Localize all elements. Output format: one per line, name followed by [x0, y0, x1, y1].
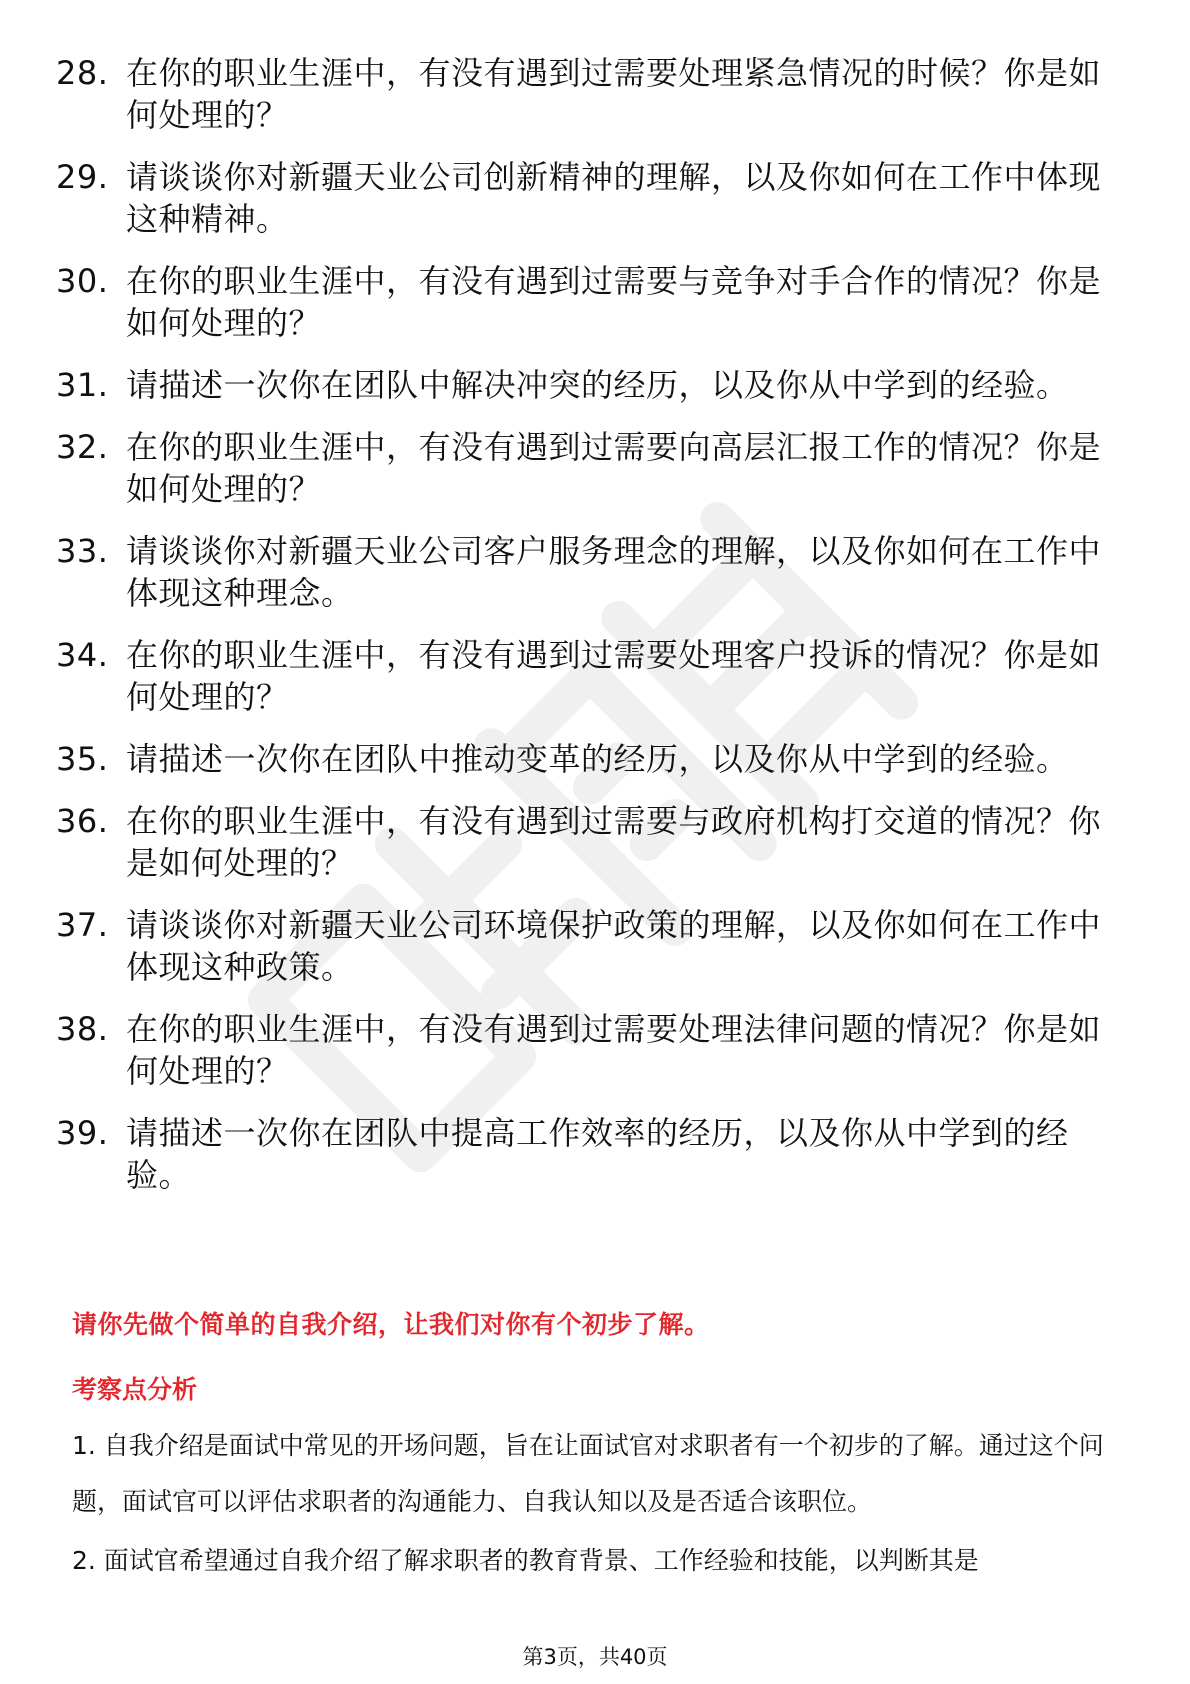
- question-item: [0, 1112, 1190, 1196]
- analysis-point: 2. 面试官希望通过自我介绍了解求职者的教育背景、工作经验和技能，以判断其是: [72, 1546, 979, 1575]
- question-text: 请描述一次你在团队中推动变革的经历，以及你从中学到的经验。: [126, 740, 1069, 778]
- question-number: 38.: [56, 1010, 109, 1048]
- question-item: [0, 426, 1190, 510]
- question-number: 29.: [56, 158, 109, 196]
- question-text: 在你的职业生涯中，有没有遇到过需要处理法律问题的情况？你是如何处理的？: [126, 1010, 1102, 1090]
- question-text: 请描述一次你在团队中解决冲突的经历，以及你从中学到的经验。: [126, 366, 1069, 404]
- question-item: [0, 52, 1190, 136]
- question-item: [0, 364, 1190, 406]
- question-list: [0, 52, 1190, 1216]
- question-text: 请谈谈你对新疆天业公司客户服务理念的理解，以及你如何在工作中体现这种理念。: [126, 532, 1102, 612]
- question-number: 34.: [56, 636, 109, 674]
- question-number: 28.: [56, 54, 109, 92]
- question-item: [0, 738, 1190, 780]
- analysis-heading: 考察点分析: [72, 1375, 198, 1404]
- question-item: [0, 904, 1190, 988]
- question-item: [0, 530, 1190, 614]
- analysis-point: 1. 自我介绍是面试中常见的开场问题，旨在让面试官对求职者有一个初步的了解。通过这个问题，面试官可以评估求职者的沟通能力、自我认知以及是否适合该职位。: [72, 1431, 1104, 1516]
- question-item: [0, 156, 1190, 240]
- question-item: [0, 800, 1190, 884]
- page-footer: 第3页，共40页: [522, 1645, 668, 1669]
- question-text: 在你的职业生涯中，有没有遇到过需要处理紧急情况的时候？你是如何处理的？: [126, 54, 1102, 134]
- question-text: 在你的职业生涯中，有没有遇到过需要处理客户投诉的情况？你是如何处理的？: [126, 636, 1102, 716]
- section-question: 请你先做个简单的自我介绍，让我们对你有个初步了解。: [72, 1310, 710, 1339]
- question-number: 32.: [56, 428, 109, 466]
- question-number: 36.: [56, 802, 109, 840]
- question-item: [0, 260, 1190, 344]
- question-number: 39.: [56, 1114, 109, 1152]
- question-number: 33.: [56, 532, 109, 570]
- question-number: 37.: [56, 906, 109, 944]
- question-number: 35.: [56, 740, 109, 778]
- question-text: 在你的职业生涯中，有没有遇到过需要向高层汇报工作的情况？你是如何处理的？: [126, 428, 1102, 508]
- question-number: 31.: [56, 366, 109, 404]
- question-item: [0, 1008, 1190, 1092]
- question-item: [0, 634, 1190, 718]
- question-text: 在你的职业生涯中，有没有遇到过需要与竞争对手合作的情况？你是如何处理的？: [126, 262, 1102, 342]
- question-number: 30.: [56, 262, 109, 300]
- question-text: 请描述一次你在团队中提高工作效率的经历，以及你从中学到的经验。: [126, 1114, 1069, 1194]
- analysis-body: [72, 1418, 1132, 1592]
- question-text: 请谈谈你对新疆天业公司环境保护政策的理解，以及你如何在工作中体现这种政策。: [126, 906, 1102, 986]
- question-text: 在你的职业生涯中，有没有遇到过需要与政府机构打交道的情况？你是如何处理的？: [126, 802, 1102, 882]
- question-text: 请谈谈你对新疆天业公司创新精神的理解，以及你如何在工作中体现这种精神。: [126, 158, 1102, 238]
